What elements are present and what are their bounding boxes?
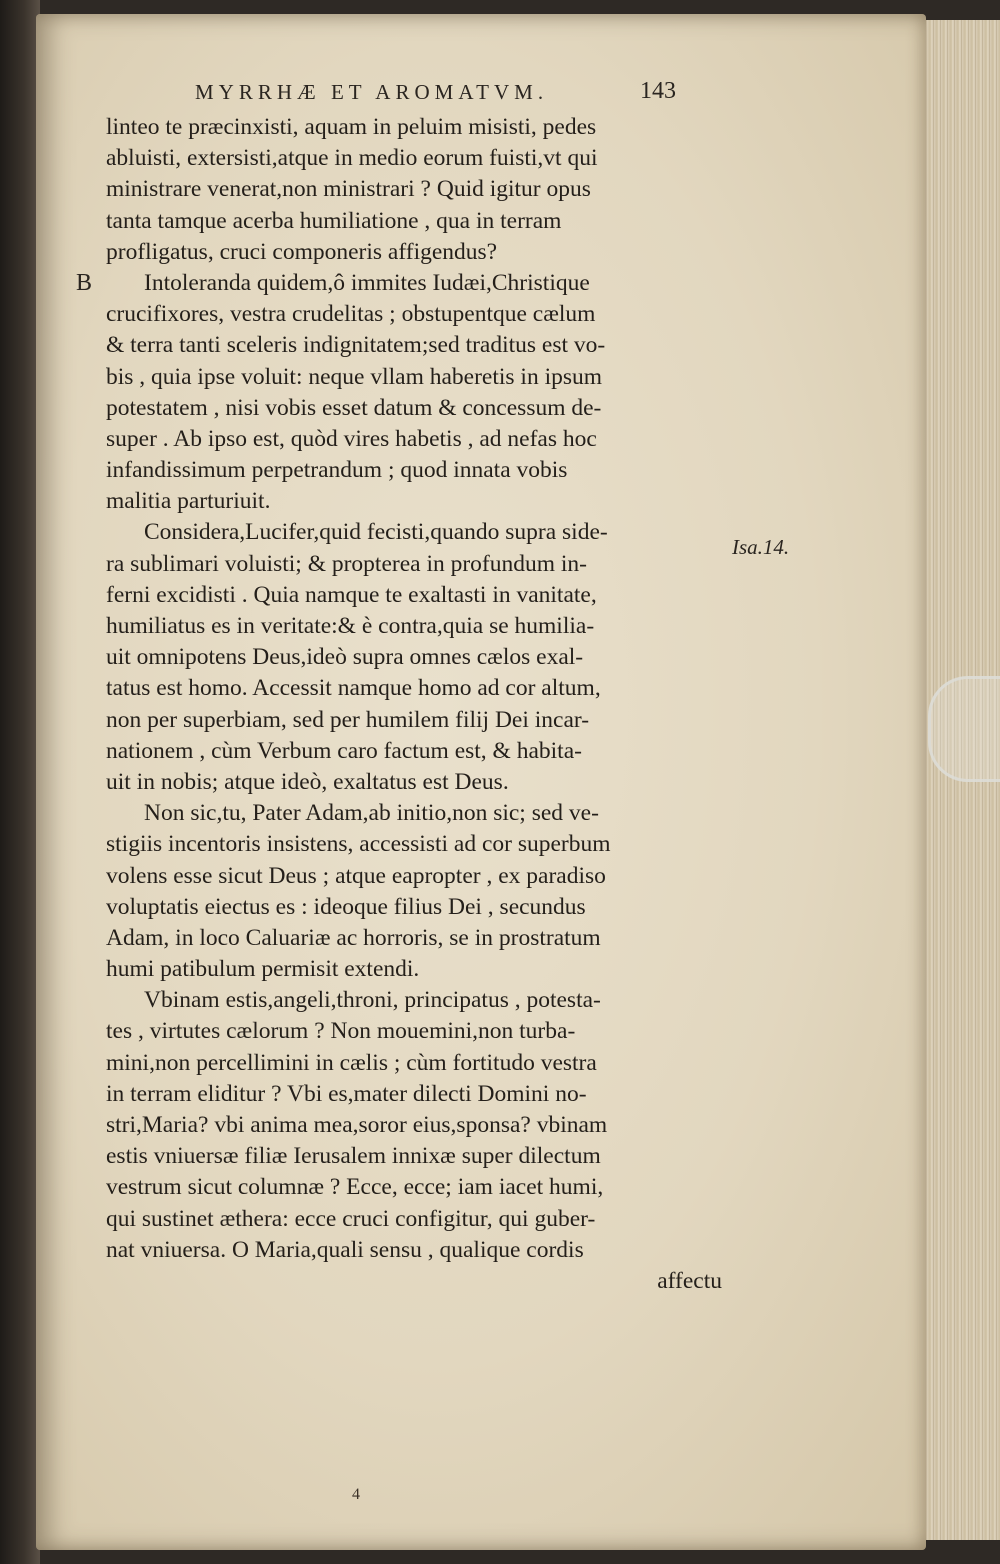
text-line: bis , quia ipse voluit: neque vllam haberetis in ipsum xyxy=(106,363,603,390)
text-line: nat vniuersa. O Maria,quali sensu , qualique cordis xyxy=(106,1236,584,1263)
text-line: ra sublimari voluisti; & propterea in profundum in- xyxy=(106,550,588,577)
text-line: uit omnipotens Deus,ideò supra omnes cælos exal- xyxy=(106,644,584,671)
text-line: profligatus, cruci componeris affigendus? xyxy=(106,238,498,265)
text-line: stigiis incentoris insistens, accessisti ad cor superbum xyxy=(106,831,611,858)
text-line: potestatem , nisi vobis esset datum & concessum de- xyxy=(106,394,602,421)
text-line: voluptatis eiectus es : ideoque filius Dei , secundus xyxy=(106,893,586,920)
text-line: tatus est homo. Accessit namque homo ad cor altum, xyxy=(106,675,601,702)
text-line: tes , virtutes cælorum ? Non mouemini,non turba- xyxy=(106,1018,576,1045)
text-line: abluisti, extersisti,atque in medio eorum fuisti,vt qui xyxy=(106,145,598,172)
signature-mark: 4 xyxy=(352,1486,360,1503)
text-line: stri,Maria? vbi anima mea,soror eius,sponsa? vbinam xyxy=(106,1112,608,1138)
text-line: ferni excidisti . Quia namque te exaltasti in vanitate, xyxy=(106,581,597,608)
text-line: humiliatus es in veritate:& è contra,quia se humilia- xyxy=(106,613,595,639)
text-line: estis vniuersæ filiæ Ierusalem innixæ super dilectum xyxy=(106,1143,601,1170)
catchword: affectu xyxy=(657,1267,722,1294)
text-line: & terra tanti sceleris indignitatem;sed traditus est vo- xyxy=(106,332,606,359)
book-binding xyxy=(0,0,40,1564)
text-line: Intoleranda quidem,ô immites Iudæi,Christique xyxy=(144,269,590,296)
text-line: malitia parturiuit. xyxy=(106,488,271,515)
text-line: uit in nobis; atque ideò, exaltatus est Deus. xyxy=(106,768,509,795)
page-number: 143 xyxy=(640,78,676,104)
text-line: crucifixores, vestra crudelitas ; obstupentque cælum xyxy=(106,301,596,328)
text-line: mini,non percellimini in cælis ; cùm fortitudo vestra xyxy=(106,1049,597,1076)
text-line: infandissimum perpetrandum ; quod innata vobis xyxy=(106,457,568,484)
margin-note-isaiah: Isa.14. xyxy=(732,535,790,559)
text-line: nationem , cùm Verbum caro factum est, & habita- xyxy=(106,737,582,764)
text-line: ministrare venerat,non ministrari ? Quid igitur opus xyxy=(106,176,591,203)
text-line: humi patibulum permisit extendi. xyxy=(106,956,420,983)
running-title: MYRRHÆ ET AROMATVM. xyxy=(195,80,549,104)
text-line: volens esse sicut Deus ; atque eapropter , ex paradiso xyxy=(106,862,606,889)
body-text xyxy=(106,112,736,1297)
text-line: tanta tamque acerba humiliatione , qua in terram xyxy=(106,207,562,234)
text-line: Adam, in loco Caluariæ ac horroris, se in prostratum xyxy=(106,924,601,951)
text-line: Considera,Lucifer,quid fecisti,quando supra side- xyxy=(144,519,608,546)
text-line: Non sic,tu, Pater Adam,ab initio,non sic; sed ve- xyxy=(144,800,599,827)
text-line: in terram eliditur ? Vbi es,mater dilecti Domini no- xyxy=(106,1080,587,1107)
margin-letter-b: B xyxy=(76,270,93,296)
text-line: linteo te præcinxisti, aquam in peluim misisti, pedes xyxy=(106,114,597,140)
page-clip xyxy=(928,676,1000,782)
text-line: non per superbiam, sed per humilem filij Dei incar- xyxy=(106,706,590,733)
text-line: super . Ab ipso est, quòd vires habetis , ad nefas hoc xyxy=(106,425,597,452)
text-line: Vbinam estis,angeli,throni, principatus , potesta- xyxy=(144,987,601,1014)
text-line: vestrum sicut columnæ ? Ecce, ecce; iam iacet humi, xyxy=(106,1174,604,1201)
text-line: qui sustinet æthera: ecce cruci configitur, qui guber- xyxy=(106,1205,596,1232)
